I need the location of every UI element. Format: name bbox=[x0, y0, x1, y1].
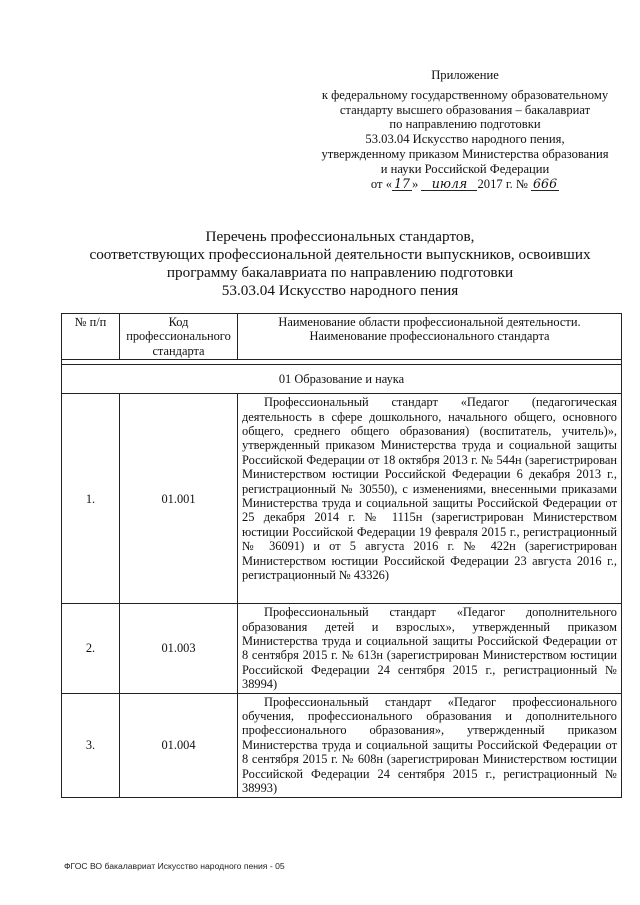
header-num: № п/п bbox=[62, 314, 120, 360]
row-num: 3. bbox=[62, 693, 120, 797]
order-date-line bbox=[305, 177, 625, 192]
order-prefix: от « bbox=[370, 176, 392, 191]
table-row bbox=[62, 394, 622, 604]
section-title: 01 Образование и наука bbox=[62, 365, 622, 394]
row-code: 01.004 bbox=[120, 693, 238, 797]
row-num: 1. bbox=[62, 394, 120, 604]
document-title-line: программу бакалавриата по направлению подготовки bbox=[166, 264, 514, 281]
section-row bbox=[62, 365, 622, 394]
row-code: 01.003 bbox=[120, 604, 238, 693]
appendix-line: стандарту высшего образования – бакалавриат bbox=[339, 102, 591, 117]
order-month-handwritten: июля bbox=[421, 178, 477, 191]
appendix-header bbox=[305, 68, 625, 191]
row-num: 2. bbox=[62, 604, 120, 693]
appendix-line: к федеральному государственному образовательному bbox=[321, 87, 609, 102]
order-sep: » bbox=[412, 176, 419, 191]
appendix-line: утвержденному приказом Министерства образования bbox=[321, 146, 609, 161]
header-code: Код профессионального стандарта bbox=[120, 314, 238, 360]
document-title bbox=[60, 228, 620, 300]
header-name-line: Наименование области профессиональной деятельности. bbox=[278, 315, 581, 329]
appendix-line: 53.03.04 Искусство народного пения, bbox=[365, 132, 565, 147]
document-title-line: Перечень профессиональных стандартов, bbox=[205, 228, 475, 245]
appendix-title: Приложение bbox=[431, 68, 499, 82]
header-name bbox=[238, 314, 622, 360]
row-description: Профессиональный стандарт «Педагог дополнительного образования детей и взрослых», утвержденный приказом Министерства труда и социальной защиты Российской Федерации от 8 сентября 2015 г. № 613н (зарегистрирован Министерством юстиции Российской Федерации 24 сентября 2015 г., регистрационный № 38994) bbox=[238, 604, 622, 693]
order-day-handwritten: 17 bbox=[394, 175, 411, 191]
standards-table bbox=[61, 313, 622, 798]
row-description: Профессиональный стандарт «Педагог (педагогическая деятельность в сфере дошкольного, начального общего, основного общего, среднего общего образования) (воспитатель, учитель)», утвержденный приказом Министерства труда и социальной защиты Российской Федерации от 18 октября 2013 г. № 544н (зарегистрирован Министерством юстиции Российской Федерации 6 декабря 2013 г., регистрационный № 30550), с изменениями, внесенными приказами Министерства труда и социальной защиты Российской Федерации от 25 декабря 2014 г. № 1115н (зарегистрирован Министерством юстиции Российской Федерации 19 февраля 2015 г., регистрационный № 36091) и от 5 августа 2016 г. № 422н (зарегистрирован Министерством юстиции Российской Федерации 23 августа 2016 г., регистрационный № 43326) bbox=[238, 394, 622, 604]
document-title-line: 53.03.04 Искусство народного пения bbox=[221, 282, 459, 299]
row-description: Профессиональный стандарт «Педагог профессионального обучения, профессионального образования и дополнительного профессионального образования», утвержденный приказом Министерства труда и социальной защиты Российской Федерации от 8 сентября 2015 г. № 608н (зарегистрирован Министерством юстиции Российской Федерации 24 сентября 2015 г., регистрационный № 38993) bbox=[238, 693, 622, 797]
table-row bbox=[62, 604, 622, 693]
document-title-line: соответствующих профессиональной деятельности выпускников, освоивших bbox=[89, 246, 591, 263]
header-name-line: Наименование профессионального стандарта bbox=[309, 329, 550, 344]
appendix-line: и науки Российской Федерации bbox=[380, 161, 550, 176]
row-code: 01.001 bbox=[120, 394, 238, 604]
order-year-text: 2017 г. № bbox=[477, 176, 528, 191]
page-footer: ФГОС ВО бакалавриат Искусство народного пения - 05 bbox=[64, 861, 285, 871]
table-header-row bbox=[62, 314, 622, 360]
table-row bbox=[62, 693, 622, 797]
order-number-handwritten: 666 bbox=[533, 175, 558, 191]
appendix-line: по направлению подготовки bbox=[389, 117, 541, 132]
